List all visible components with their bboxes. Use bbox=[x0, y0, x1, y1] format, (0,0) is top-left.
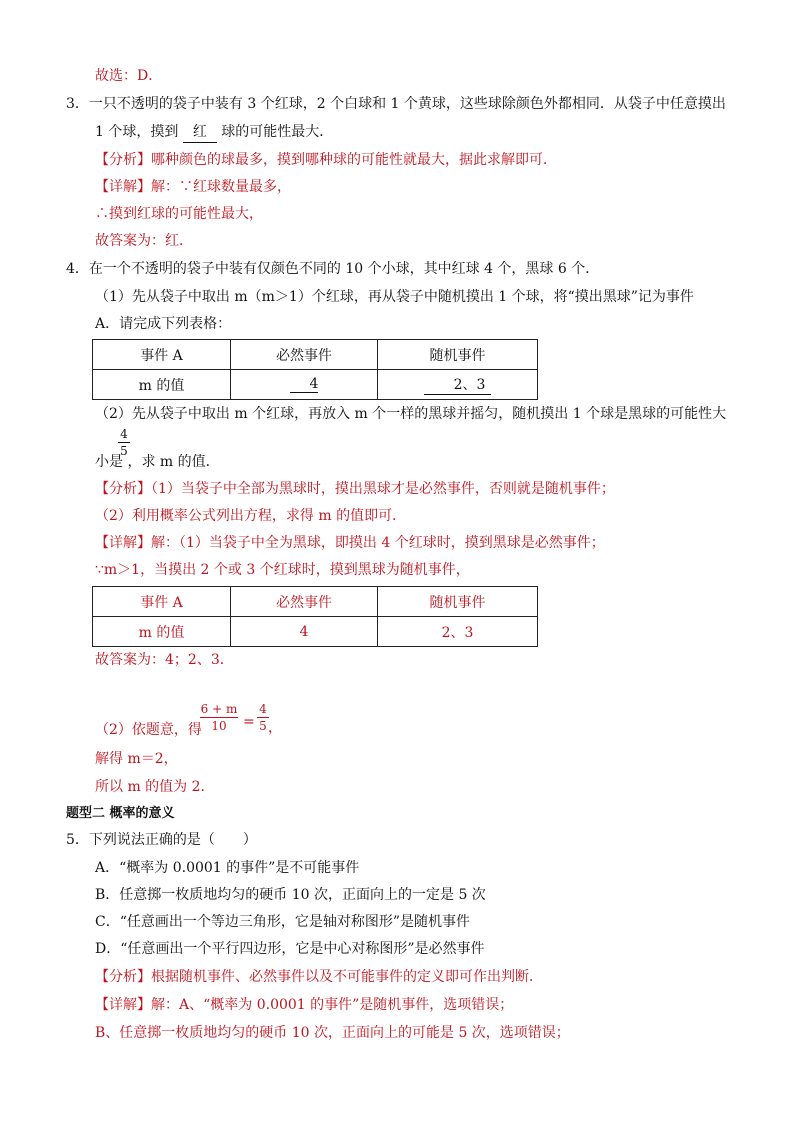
table-row bbox=[93, 587, 538, 617]
q4-equation-lhs bbox=[200, 702, 238, 733]
certain-answer: 4 bbox=[290, 376, 319, 393]
q5-detail2: B、任意掷一枚质地均匀的硬币 10 次，正面向上的可能是 5 次，选项错误； bbox=[95, 1025, 570, 1041]
fraction-numerator: 4 bbox=[120, 427, 128, 441]
rhs-numerator: 4 bbox=[259, 702, 267, 716]
rhs-denominator: 5 bbox=[259, 719, 267, 733]
q3-stem-line2 bbox=[95, 122, 333, 143]
q2-answer: 故选：D． bbox=[95, 68, 163, 84]
fraction-denominator: 5 bbox=[120, 444, 128, 458]
q3-answer: 故答案为：红． bbox=[95, 233, 193, 249]
q4-detail1: 【详解】解：（1）当袋子中全为黑球，即摸出 4 个红球时，摸到黑球是必然事件； bbox=[95, 535, 605, 551]
table-row bbox=[93, 617, 538, 647]
q4-conclusion: 所以 m 的值为 2． bbox=[95, 779, 215, 795]
q3-stem-line1: 3．一只不透明的袋子中装有 3 个红球，2 个白球和 1 个黄球，这些球除颜色外都相同．从袋子中任意摸出 bbox=[66, 96, 726, 112]
table-row bbox=[93, 340, 538, 370]
table-header-event: 事件 A bbox=[93, 587, 231, 617]
q5-option-d: D．“任意画出一个平行四边形，它是中心对称图形”是必然事件 bbox=[95, 941, 485, 957]
q4-event-table bbox=[92, 339, 538, 400]
q4-solve: 解得 m＝2， bbox=[95, 751, 178, 767]
lhs-numerator: 6 + m bbox=[200, 702, 238, 716]
q5-detail1: 【详解】解：A、“概率为 0.0001 的事件”是随机事件，选项错误； bbox=[95, 997, 514, 1013]
random-answer: 2、3 bbox=[424, 374, 492, 395]
table-cell-certain-value bbox=[231, 370, 378, 400]
q5-analysis: 【分析】根据随机事件、必然事件以及不可能事件的定义即可作出判断． bbox=[95, 969, 543, 985]
section-title: 题型二 概率的意义 bbox=[66, 806, 175, 821]
q4-equation-prefix: （2）依题意，得 bbox=[95, 722, 202, 738]
table-header-event: 事件 A bbox=[93, 340, 231, 370]
table-header-random: 随机事件 bbox=[378, 587, 538, 617]
q5-option-a: A．“概率为 0.0001 的事件”是不可能事件 bbox=[95, 860, 360, 876]
table-cell-m-label: m 的值 bbox=[93, 370, 231, 400]
q4-answer: 故答案为：4；2、3． bbox=[95, 652, 234, 668]
q4-analysis2: （2）利用概率公式列出方程，求得 m 的值即可． bbox=[95, 508, 407, 524]
table-header-random: 随机事件 bbox=[378, 340, 538, 370]
table-header-certain: 必然事件 bbox=[231, 340, 378, 370]
table-cell-random-value: 2、3 bbox=[378, 617, 538, 647]
q4-equation-comma: ， bbox=[268, 720, 282, 736]
table-header-certain: 必然事件 bbox=[231, 587, 378, 617]
q3-analysis: 【分析】哪种颜色的球最多，摸到哪种球的可能性就最大，据此求解即可． bbox=[95, 152, 557, 168]
q3-stem-post: 球的可能性最大． bbox=[221, 124, 334, 140]
q4-analysis1: 【分析】（1）当袋子中全部为黑球时，摸出黑球才是必然事件，否则就是随机事件； bbox=[95, 481, 615, 497]
q5-stem: 5．下列说法正确的是（ ） bbox=[66, 832, 257, 848]
lhs-denominator: 10 bbox=[211, 719, 227, 733]
q3-therefore: ∴摸到红球的可能性最大， bbox=[95, 206, 263, 222]
q3-blank-answer: 红 bbox=[183, 122, 217, 143]
q4-detail2: ∵m＞1，当摸出 2 个或 3 个红球时，摸到黑球为随机事件， bbox=[95, 562, 470, 578]
table-cell-random-value bbox=[378, 370, 538, 400]
fraction-bar bbox=[118, 442, 130, 443]
q4-part1-line1: （1）先从袋子中取出 m（m＞1）个红球，再从袋子中随机摸出 1 个球，将“摸出黑球”记为事件 bbox=[95, 289, 694, 305]
table-cell-m-label: m 的值 bbox=[93, 617, 231, 647]
q4-solution-table bbox=[92, 586, 538, 647]
fraction-bar bbox=[200, 717, 238, 718]
q4-part1-line2: A．请完成下列表格： bbox=[95, 316, 232, 332]
q3-detail: 【详解】解：∵红球数量最多， bbox=[95, 179, 291, 195]
q5-option-b: B．任意掷一枚质地均匀的硬币 10 次，正面向上的一定是 5 次 bbox=[95, 887, 486, 903]
table-cell-certain-value: 4 bbox=[231, 617, 378, 647]
q4-stem: 4．在一个不透明的袋子中装有仅颜色不同的 10 个小球，其中红球 4 个，黑球 6 个． bbox=[66, 261, 600, 277]
q4-part2-line2: 小是 ，求 m 的值． bbox=[95, 454, 220, 470]
q4-equation-equals: = bbox=[243, 714, 255, 730]
table-row bbox=[93, 370, 538, 400]
q5-option-c: C．“任意画出一个等边三角形，它是轴对称图形”是随机事件 bbox=[95, 914, 471, 930]
q3-stem-pre: 1 个球，摸到 bbox=[95, 124, 179, 140]
q4-part2-line1: （2）先从袋子中取出 m 个红球，再放入 m 个一样的黑球并摇匀，随机摸出 1 个球是黑球的可能性大 bbox=[95, 406, 727, 422]
